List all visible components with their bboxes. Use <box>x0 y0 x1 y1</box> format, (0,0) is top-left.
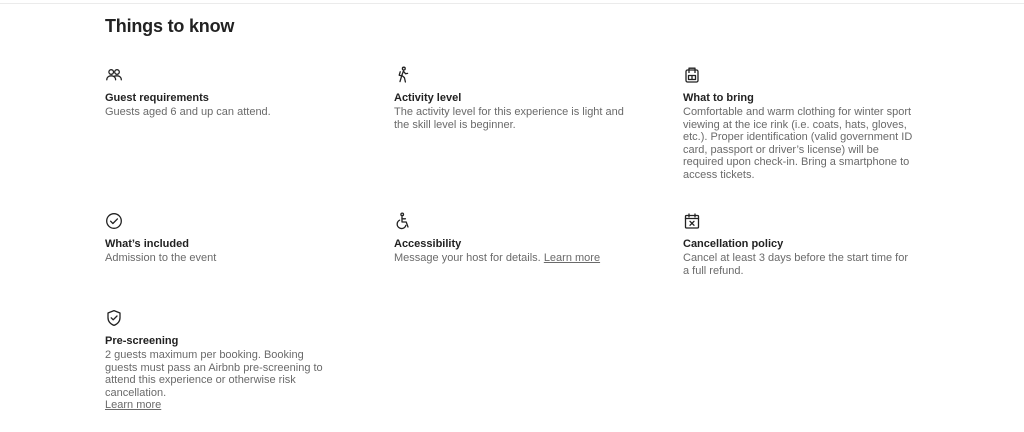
pre-screening-text: 2 guests maximum per booking. Booking guests must pass an Airbnb pre-screening to attend this experience or otherwise risk cancellation. <box>105 349 323 399</box>
accessibility-title: Accessibility <box>394 238 462 250</box>
section-title: Things to know <box>105 16 235 36</box>
hiker-icon <box>394 66 412 84</box>
calendar-x-icon <box>683 212 701 230</box>
guest-requirements-item <box>105 66 335 119</box>
accessibility-text: Message your host for details. <box>394 252 541 264</box>
guest-requirements-title: Guest requirements <box>105 92 209 104</box>
accessibility-text-block <box>394 252 624 265</box>
pre-screening-item <box>105 309 333 412</box>
whats-included-item <box>105 212 335 265</box>
accessibility-icon <box>394 212 412 230</box>
whats-included-title: What’s included <box>105 238 189 250</box>
what-to-bring-text: Comfortable and warm clothing for winter sport viewing at the ice rink (i.e. coats, hats, gloves, etc.). Proper identification (valid government ID card, passport or driver’s license) will be required upon check-in. Bring a smartphone to access tickets. <box>683 106 913 181</box>
cancellation-policy-title: Cancellation policy <box>683 238 784 250</box>
accessibility-item <box>394 212 624 265</box>
backpack-icon <box>683 66 701 84</box>
cancellation-policy-text: Cancel at least 3 days before the start time for a full refund. <box>683 252 909 277</box>
cancellation-policy-item <box>683 212 913 277</box>
check-circle-icon <box>105 212 123 230</box>
pre-screening-text-block <box>105 349 333 412</box>
pre-screening-title: Pre-screening <box>105 335 179 347</box>
activity-level-title: Activity level <box>394 92 462 104</box>
activity-level-text: The activity level for this experience is light and the skill level is beginner. <box>394 106 624 131</box>
pre-screening-learn-more-link[interactable]: Learn more <box>105 399 162 411</box>
what-to-bring-item <box>683 66 913 181</box>
shield-check-icon <box>105 309 123 327</box>
accessibility-learn-more-link[interactable]: Learn more <box>543 252 601 264</box>
top-divider <box>0 3 1024 4</box>
what-to-bring-title: What to bring <box>683 92 754 104</box>
whats-included-text: Admission to the event <box>105 252 217 264</box>
guest-requirements-text: Guests aged 6 and up can attend. <box>105 106 271 118</box>
activity-level-item <box>394 66 624 131</box>
guests-icon <box>105 66 123 84</box>
